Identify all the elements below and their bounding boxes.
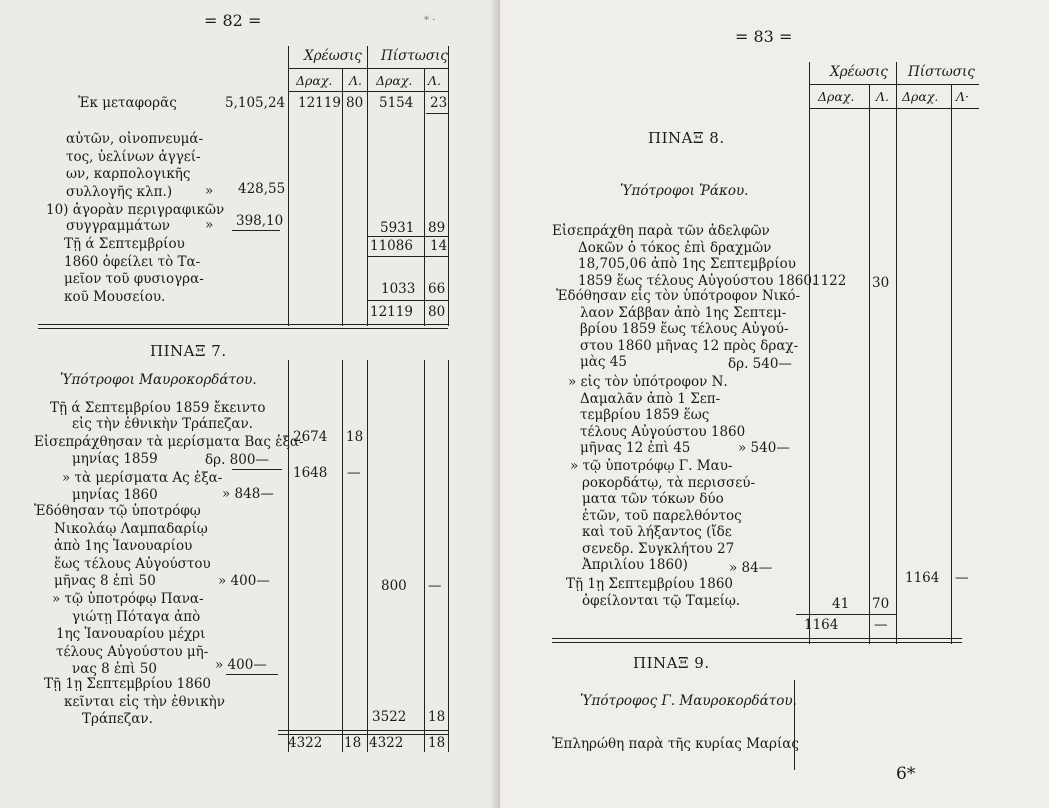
amount: 398,10: [236, 213, 284, 229]
header-xreosis: Χρέωσις: [830, 64, 888, 80]
row-desc-books: 10) ἀγορὰν περιγραφικῶν συγγραμμάτων: [46, 202, 225, 234]
rule: [368, 236, 448, 237]
quote-mark: »: [205, 217, 214, 233]
header-drax-2: Δραχ.: [902, 89, 939, 104]
row-sept-1860-deposit: Τῇ 1ῃ Σεπτεμβρίου 1860 κεῖνται εἰς τὴν ἐθνικὴν Τράπεζαν.: [44, 676, 225, 727]
total-credit-l: 18: [428, 735, 446, 751]
credit-l: 80: [428, 304, 446, 320]
debit-l: 30: [872, 275, 890, 291]
debit-l: 70: [872, 596, 890, 612]
vline: [367, 46, 368, 326]
header-rule-2: [809, 108, 979, 109]
credit-l: 66: [428, 281, 446, 297]
vline: [288, 360, 289, 752]
page-mark: * ·: [424, 15, 436, 26]
rule: [368, 256, 448, 257]
row-dividends-1860: » τὰ μερίσματα Ας ἑξα- μηνίας 1860: [62, 470, 223, 503]
vline: [342, 69, 343, 326]
rule: [232, 230, 280, 231]
row-lampadarios: Ἐδόθησαν τῷ ὑποτρόφῳ Νικολάῳ Λαμπαδαρίῳ ἀπὸ 1ης Ἰανουαρίου ἕως τέλους Αὐγούστου μῆνας 8 ἐπὶ 50: [34, 503, 211, 589]
debit-drax: 12119: [298, 95, 341, 111]
amount: » 84—: [729, 560, 773, 576]
credit-l: 14: [430, 238, 448, 254]
credit-drax: 11086: [370, 238, 413, 254]
vline: [869, 85, 870, 644]
credit-drax: 12119: [370, 304, 413, 320]
vline: [342, 360, 343, 752]
credit-drax: 5154: [379, 95, 414, 111]
row-dokon-interest: Εἰσεπράχθη παρὰ τῶν ἀδελφῶν Δοκῶν ὁ τόκος ἐπὶ δραχμῶν 18,705,06 ἀπὸ 1ης Σεπτεμβρίου 1859 ἕως τέλους Αὐγούστου 1860.: [552, 223, 817, 289]
row-owed-1860: Τῇ 1ῃ Σεπτεμβρίου 1860 ὀφείλονται τῷ Ταμείῳ.: [566, 576, 741, 609]
debit-drax: 1122: [812, 273, 847, 289]
rule: [232, 469, 282, 470]
table-title-7: ΠΙΝΑΞ 7.: [150, 342, 227, 360]
amount: 5,105,24: [225, 95, 286, 111]
page-number: = 82 =: [204, 11, 262, 30]
amount: » 540—: [738, 440, 790, 456]
total-debit-l: 18: [344, 735, 362, 751]
row-mavrokordatos: » τῷ ὑποτρόφῳ Γ. Μαυ- ροκορδάτῳ, τὰ περισσεύ- ματα τῶν τόκων δύο ἐτῶν, τοῦ παρελθόντος καὶ τοῦ λήξαντος (ἴδε σενεδρ. Συγκλήτου 27 Ἀπριλίου 1860): [570, 458, 756, 573]
amount: » 400—: [215, 657, 267, 673]
amount: δρ. 540—: [728, 356, 792, 372]
credit-drax: 3522: [372, 709, 407, 725]
credit-l: —: [428, 578, 442, 594]
row-maria: Ἐπληρώθη παρὰ τῆς κυρίας Μαρίας: [552, 736, 799, 752]
row-damalas: » εἰς τὸν ὑπότροφον Ν. Δαμαλᾶν ἀπὸ 1 Σεπ- τεμβρίου 1859 ἕως τέλους Αὐγούστου 1860 μῆνας 12 ἐπὶ 45: [568, 374, 746, 456]
header-rule: [809, 84, 979, 85]
table-title-9: ΠΙΝΑΞ 9.: [633, 654, 710, 672]
total-debit-l: —: [874, 617, 888, 633]
total-credit-drax: 4322: [369, 735, 404, 751]
header-l-2: Λ·: [956, 89, 970, 104]
vline: [448, 46, 449, 326]
debit-drax: 41: [832, 596, 850, 612]
vline: [288, 46, 289, 326]
page-82: [0, 0, 500, 808]
row-ek-metaforas: Ἐκ μεταφορᾶς: [78, 95, 177, 111]
header-l-2: Λ.: [428, 73, 442, 88]
page-83: [500, 0, 1049, 808]
quote-mark: »: [205, 183, 214, 199]
credit-drax: 1164: [905, 570, 940, 586]
row-savvas: Ἐδόθησαν εἰς τὸν ὑπότροφον Νικό- λαον Σάββαν ἀπὸ 1ης Σεπτεμ- βρίου 1859 ἕως τέλους Αὐγού- στου 1860 μῆνας 12 πρὸς δραχ- μὰς 45: [556, 288, 801, 370]
credit-l: 18: [428, 709, 446, 725]
header-pistosis: Πίστωσις: [381, 48, 448, 64]
vline: [896, 62, 897, 644]
row-desc-items: αὐτῶν, οἰνοπνευμά- τος, ὑελίνων ἀγγεί- ων, καρπολογικῆς συλλογῆς κλπ.): [66, 131, 204, 200]
subtitle-7: Ὑπότροφοι Μαυροκορδάτου.: [60, 372, 257, 388]
rule: [368, 300, 448, 301]
header-drax-1: Δραχ.: [296, 73, 333, 88]
header-drax-2: Δραχ.: [376, 73, 413, 88]
section-divider: [552, 638, 962, 643]
debit-drax: 1648: [293, 465, 328, 481]
debit-l: 18: [346, 429, 364, 445]
vline: [424, 360, 425, 752]
credit-drax: 1033: [381, 281, 416, 297]
credit-l: 23: [430, 95, 448, 111]
row-sept-1860: Τῇ ά Σεπτεμβρίου 1860 ὀφείλει τὸ Τα- μεῖον τοῦ φυσιογρα- κοῦ Μουσείου.: [64, 236, 204, 305]
header-xreosis: Χρέωσις: [304, 48, 362, 64]
vline: [424, 69, 425, 326]
debit-l: —: [347, 465, 361, 481]
credit-l: 89: [428, 220, 446, 236]
credit-drax: 800: [381, 578, 407, 594]
credit-l: —: [955, 570, 969, 586]
subtitle-9: Ὑπότροφος Γ. Μαυροκορδάτου.: [580, 693, 797, 709]
header-l-1: Λ.: [876, 89, 890, 104]
header-l-1: Λ.: [349, 73, 363, 88]
total-debit-drax: 4322: [288, 735, 323, 751]
rule: [426, 113, 448, 114]
credit-drax: 5931: [380, 220, 415, 236]
row-dividends-1859: Εἰσεπράχθησαν τὰ μερίσματα Βας ἑξα- μηνίας 1859: [34, 434, 304, 467]
header-drax-1: Δραχ.: [818, 89, 855, 104]
vline: [367, 360, 368, 752]
table-title-8: ΠΙΝΑΞ 8.: [648, 129, 725, 147]
subtitle-8: Ὑπότροφοι Ῥάκου.: [620, 183, 749, 199]
amount: » 400—: [218, 573, 270, 589]
vline: [448, 360, 449, 752]
vline: [809, 62, 810, 644]
debit-drax: 2674: [293, 429, 328, 445]
rule: [796, 614, 896, 615]
vline: [951, 85, 952, 644]
amount: δρ. 800—: [205, 452, 269, 468]
total-debit-drax: 1164: [804, 617, 839, 633]
page-number: = 83 =: [735, 27, 793, 46]
section-divider: [38, 324, 448, 329]
row-1859-deposit: Τῇ ά Σεπτεμβρίου 1859 ἔκειντο εἰς τὴν ἐθνικὴν Τράπεζαν.: [50, 400, 266, 432]
debit-l: 80: [346, 95, 364, 111]
rule: [226, 674, 278, 675]
header-pistosis: Πίστωσις: [908, 64, 975, 80]
amount: 428,55: [238, 181, 286, 197]
amount: » 848—: [222, 486, 274, 502]
row-potaga: » τῷ ὑποτρόφῳ Πανα- γιώτῃ Πόταγα ἀπὸ 1ης Ἰανουαρίου μέχρι τέλους Αὐγούστου μῆ- νας 8 ἐπὶ 50: [52, 591, 209, 677]
signature-mark: 6*: [896, 764, 916, 784]
